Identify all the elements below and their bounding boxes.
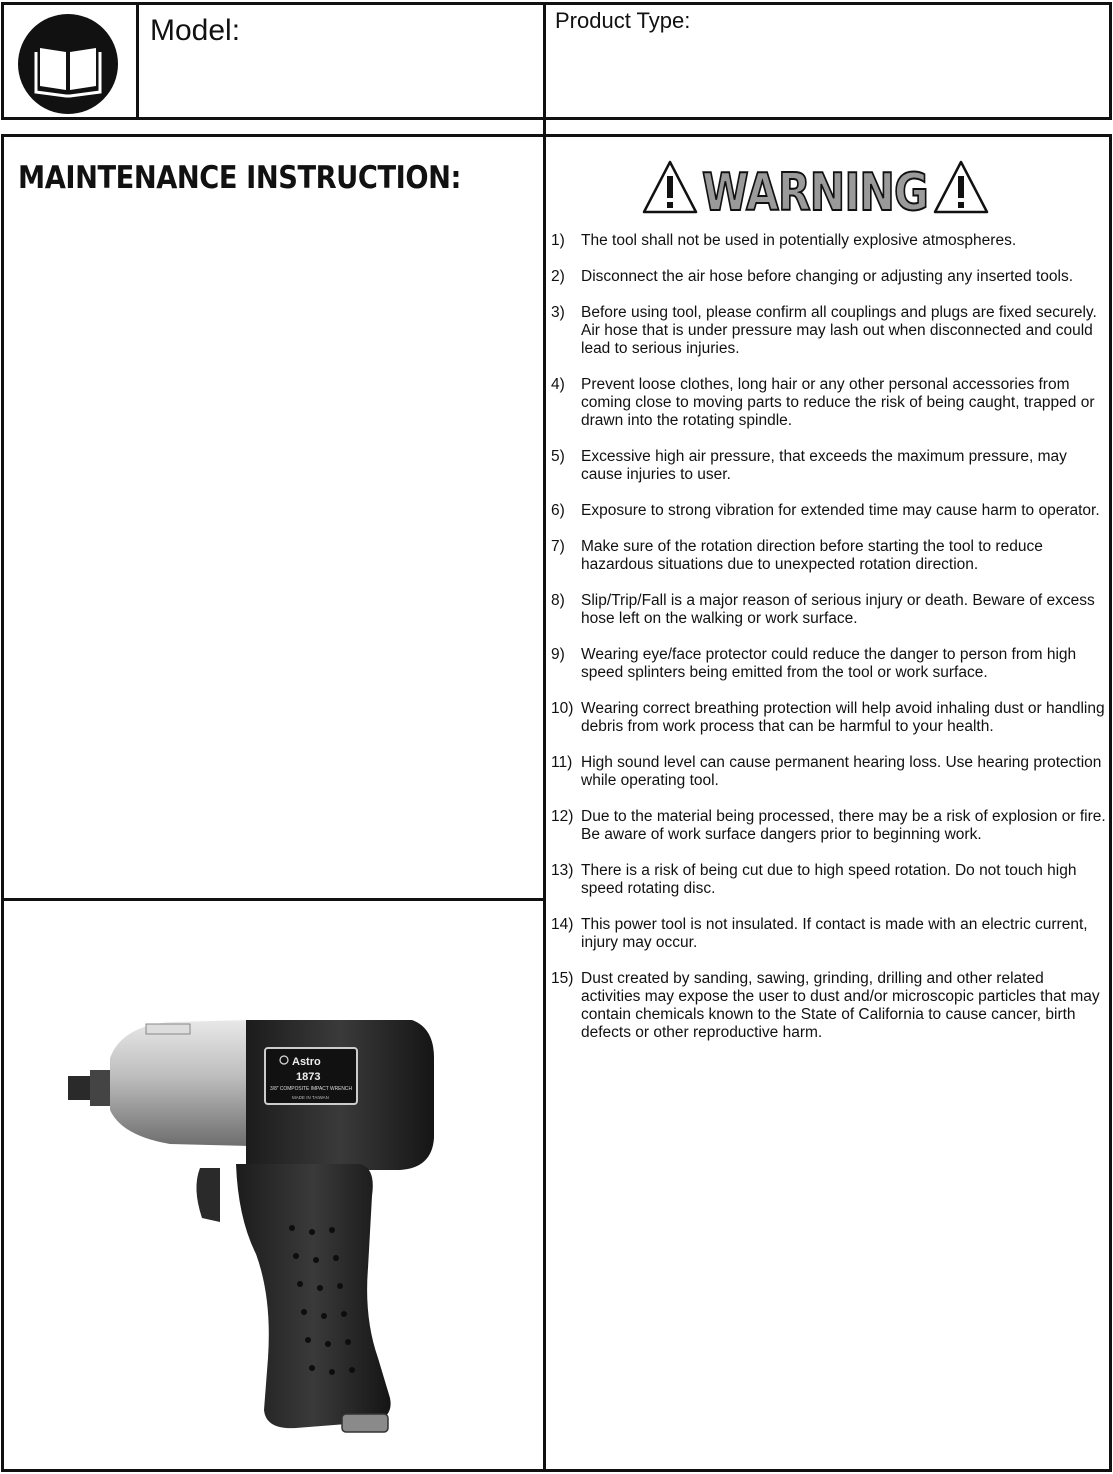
warning-item [551,448,1107,484]
warning-item-text: Wearing correct breathing protection will help avoid inhaling dust or handling debris from work process that can be harmful to your health. [581,700,1105,735]
warning-item-number: 1) [551,232,565,249]
warning-item-number: 2) [551,268,565,285]
header-divider-2 [543,2,546,120]
warning-item [551,376,1107,430]
made-in-label: MADE IN TAIWAN [292,1095,329,1100]
warning-item-text: Prevent loose clothes, long hair or any other personal accessories from coming close to moving parts to reduce the risk of being caught, trapped or drawn into the rotating spindle. [581,376,1095,429]
warning-item-number: 14) [551,916,574,933]
warning-item-number: 10) [551,700,574,717]
warning-item [551,862,1107,898]
warning-item-number: 6) [551,502,565,519]
warning-item-number: 8) [551,592,565,609]
warning-item-number: 5) [551,448,565,465]
warning-item-text: Before using tool, please confirm all couplings and plugs are fixed securely. Air hose that is under pressure may lash out when disconnected and could lead to serious injuries. [581,304,1097,357]
warning-item [551,268,1107,286]
warning-item-text: Disconnect the air hose before changing or adjusting any inserted tools. [581,268,1073,285]
warning-triangle-icon [935,162,987,212]
warning-item-number: 15) [551,970,574,987]
warning-item [551,538,1107,574]
warning-item [551,502,1107,520]
warning-item [551,754,1107,790]
product-type-label: Product Type: [555,8,691,33]
warning-item-number: 7) [551,538,565,555]
warning-item [551,592,1107,628]
impact-wrench-image [60,1018,450,1438]
warning-item-text: There is a risk of being cut due to high speed rotation. Do not touch high speed rotating disc. [581,862,1077,897]
warning-item-text: Exposure to strong vibration for extended time may cause harm to operator. [581,502,1100,519]
model-label: Model: [150,14,241,47]
open-book-icon [16,12,120,116]
brand-name: Astro [292,1056,321,1068]
model-number: 1873 [296,1071,321,1083]
warning-item-text: Due to the material being processed, there may be a risk of explosion or fire. Be aware of work surface dangers prior to beginning work. [581,808,1106,843]
warning-item-number: 4) [551,376,565,393]
warning-item [551,304,1107,358]
warning-item-text: Wearing eye/face protector could reduce the danger to person from high speed splinters being emitted from the tool or work surface. [581,646,1077,681]
warning-title: WARNING [702,163,928,216]
product-label-line: 3/8" COMPOSITE IMPACT WRENCH [270,1086,353,1092]
warning-item-number: 13) [551,862,574,879]
warning-item [551,970,1107,1042]
warning-item [551,700,1107,736]
warning-item [551,646,1107,682]
warning-item-number: 9) [551,646,565,663]
warning-item-number: 3) [551,304,565,321]
header-divider-1 [136,2,139,120]
warning-item [551,232,1107,250]
warning-item-text: The tool shall not be used in potentially explosive atmospheres. [581,232,1017,249]
body-divider [543,134,546,1472]
warning-item-text: Slip/Trip/Fall is a major reason of serious injury or death. Beware of excess hose left on the walking or work surface. [581,592,1095,627]
warning-banner [640,158,995,216]
warning-item-text: Make sure of the rotation direction before starting the tool to reduce hazardous situations due to unexpected rotation direction. [581,538,1043,573]
warning-triangle-icon [644,162,696,212]
maintenance-heading: MAINTENANCE INSTRUCTION: [18,160,461,196]
warning-item [551,916,1107,952]
left-panel-divider [1,898,546,901]
warning-item-number: 12) [551,808,574,825]
warning-item-text: Excessive high air pressure, that exceeds the maximum pressure, may cause injuries to user. [581,448,1067,483]
warning-item-number: 11) [551,754,573,771]
warning-list [551,232,1107,1060]
warning-item [551,808,1107,844]
warning-item-text: High sound level can cause permanent hearing loss. Use hearing protection while operating tool. [581,754,1102,789]
warning-item-text: This power tool is not insulated. If contact is made with an electric current, injury may occur. [581,916,1088,951]
warning-item-text: Dust created by sanding, sawing, grinding, drilling and other related activities may expose the user to dust and/or microscopic particles that may contain chemicals known to the State of California to cause cancer, birth defects or other reproductive harm. [581,970,1100,1041]
